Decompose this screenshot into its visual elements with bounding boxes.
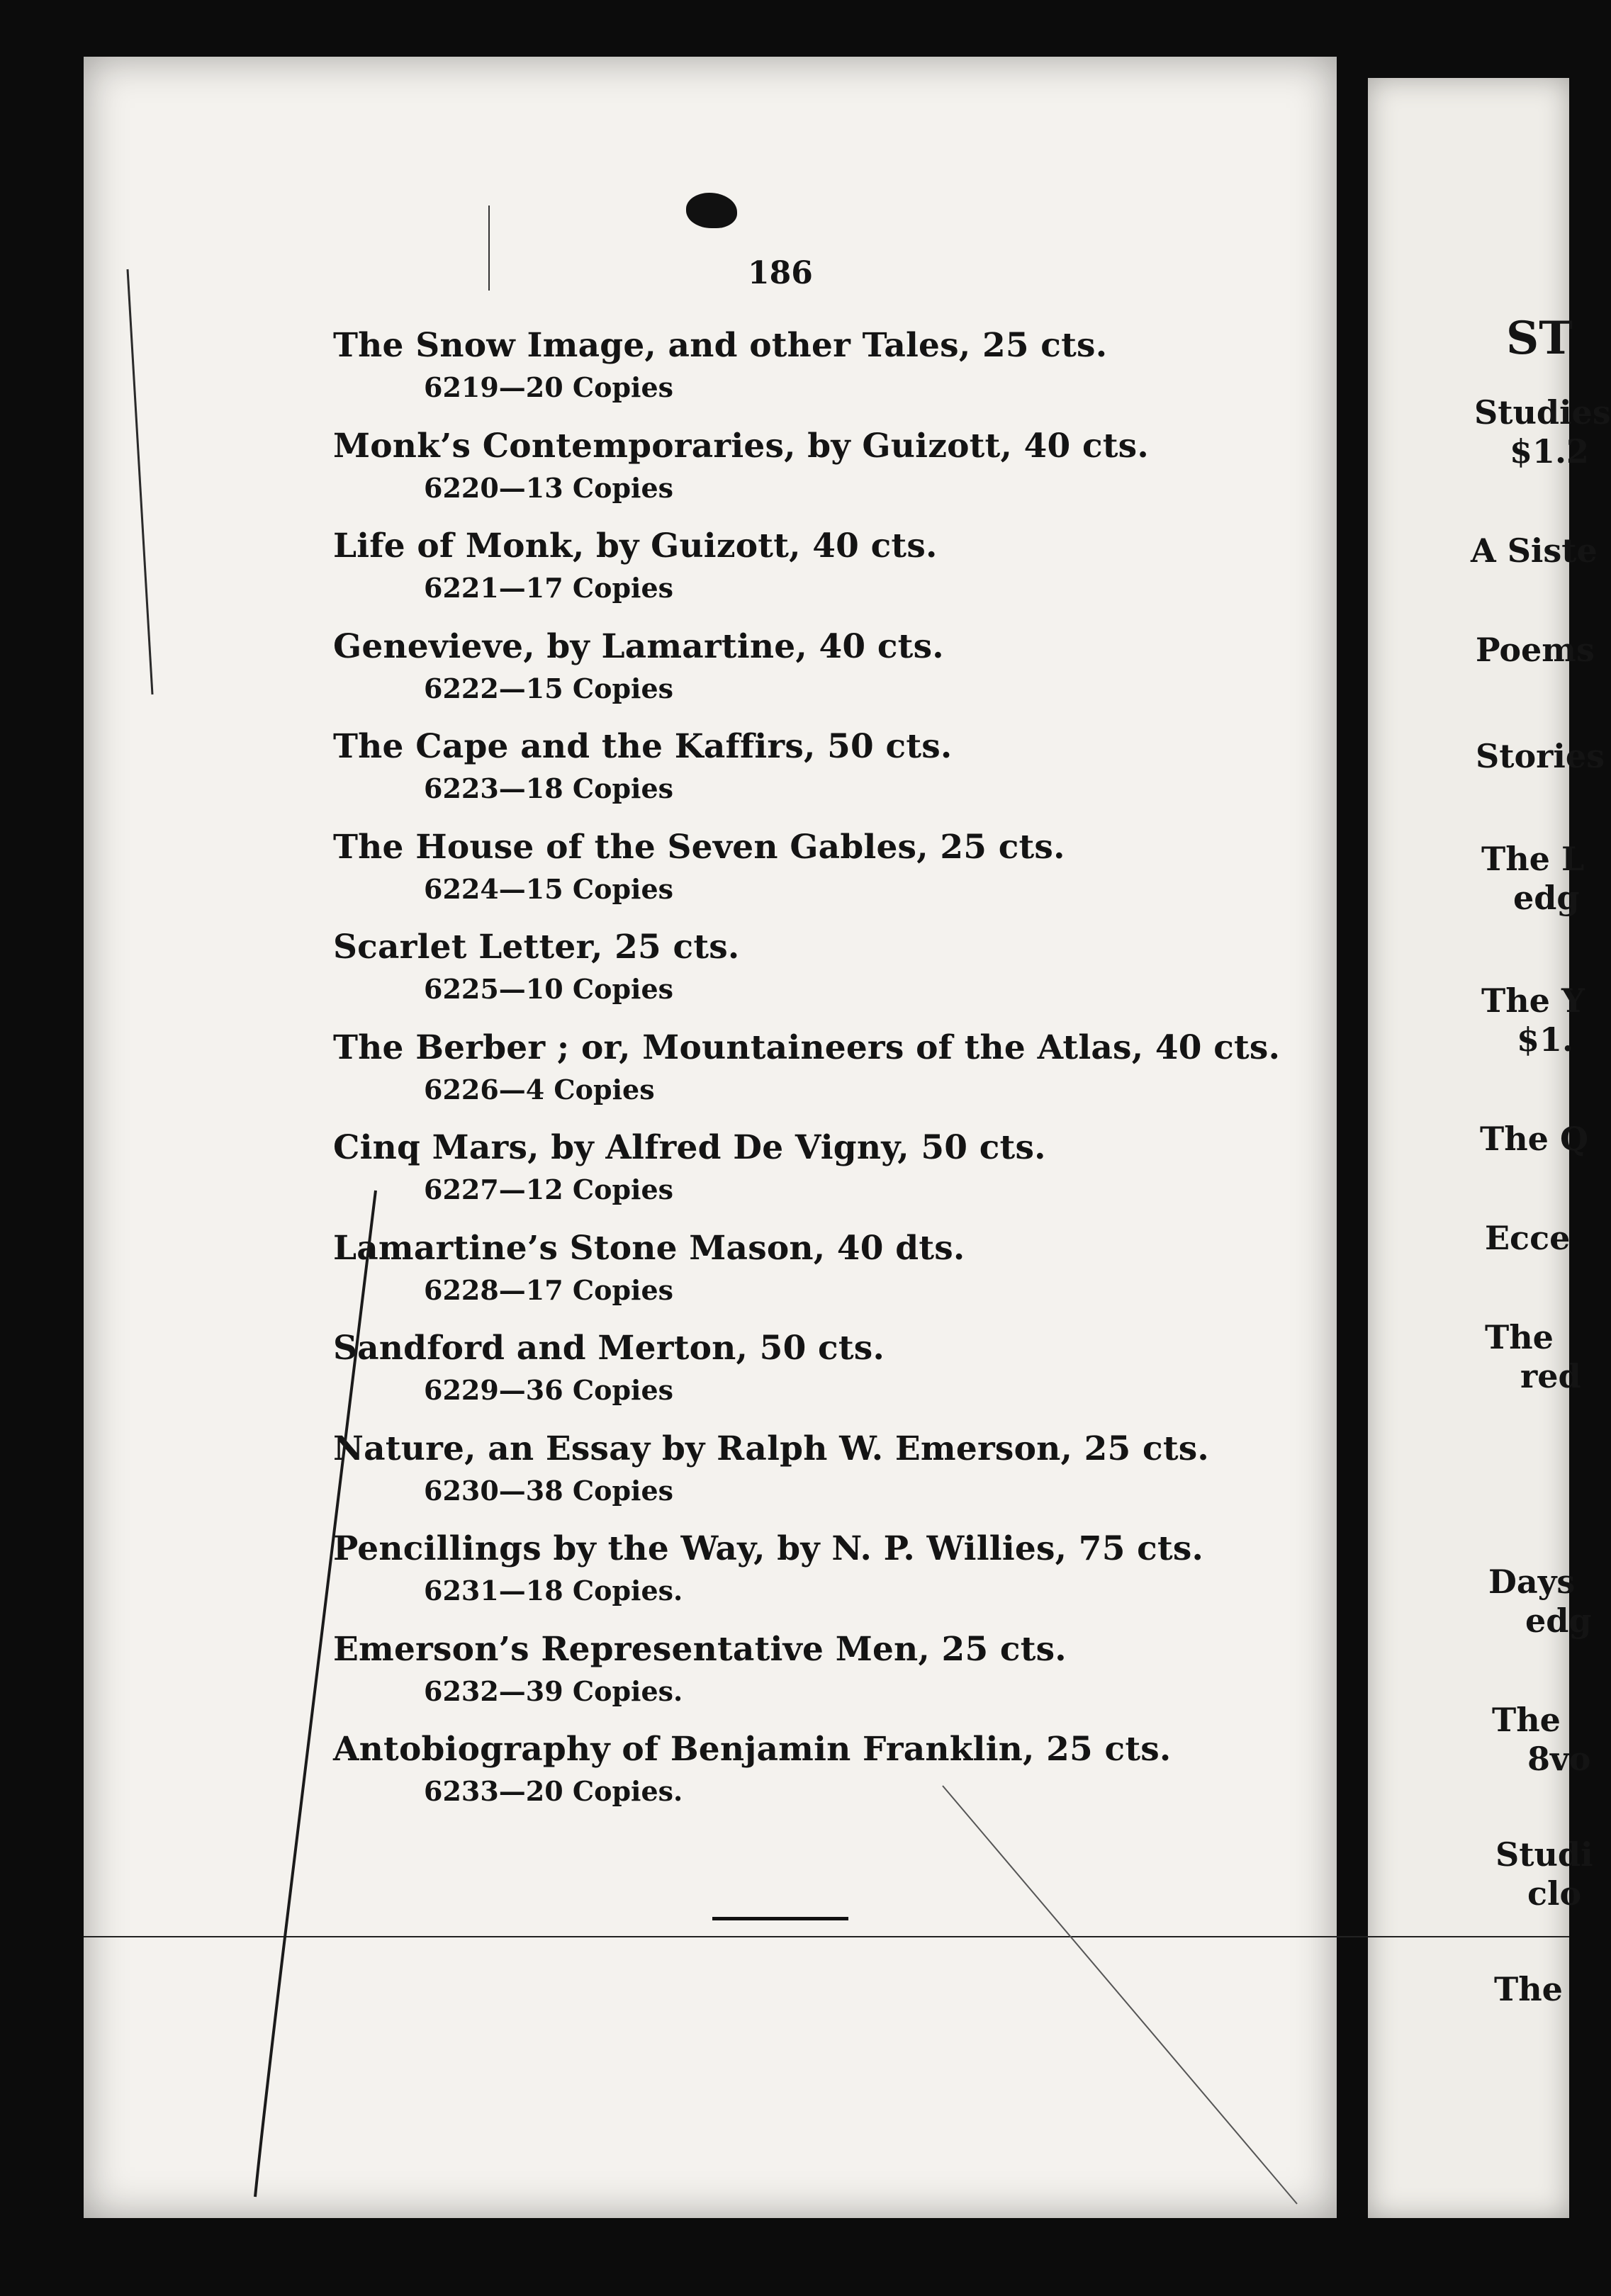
book-title: The House of the Seven Gables, 25 cts. xyxy=(333,827,1065,867)
list-item xyxy=(333,626,1254,726)
copies-count: 6224—15 Copies xyxy=(424,872,674,905)
copies-count: 6229—36 Copies xyxy=(424,1374,674,1406)
right-fragment: red xyxy=(1520,1357,1581,1395)
right-fragment: edg xyxy=(1525,1602,1592,1640)
list-item xyxy=(333,826,1254,927)
list-item xyxy=(333,1327,1254,1428)
right-fragment: Ecce xyxy=(1485,1219,1571,1257)
copies-count: 6228—17 Copies xyxy=(424,1273,674,1306)
copies-count: 6226—4 Copies xyxy=(424,1073,655,1105)
list-item xyxy=(333,1127,1254,1227)
list-item xyxy=(333,1027,1281,1127)
book-title: Nature, an Essay by Ralph W. Emerson, 25 cts. xyxy=(333,1429,1209,1468)
list-item xyxy=(333,726,1254,826)
book-title: Lamartine’s Stone Mason, 40 dts. xyxy=(333,1228,965,1268)
list-item xyxy=(333,926,1254,1027)
copies-count: 6231—18 Copies. xyxy=(424,1575,683,1606)
list-item xyxy=(333,1428,1254,1529)
page-bottom-rule xyxy=(84,1936,1569,1937)
right-fragment: The Q xyxy=(1480,1120,1589,1158)
book-title: Pencillings by the Way, by N. P. Willies, 75 cts. xyxy=(333,1529,1204,1568)
right-fragment: Stories xyxy=(1476,737,1605,775)
list-item xyxy=(333,325,1254,425)
right-fragment: The Y xyxy=(1481,981,1585,1020)
copies-count: 6227—12 Copies xyxy=(424,1174,674,1205)
ink-blot xyxy=(686,193,737,228)
book-title: Scarlet Letter, 25 cts. xyxy=(333,928,740,967)
book-title: Emerson’s Representative Men, 25 cts. xyxy=(333,1629,1067,1669)
right-fragment: Studi xyxy=(1495,1835,1593,1874)
page-number: 186 xyxy=(748,255,813,291)
list-item xyxy=(333,1227,1254,1328)
right-fragment: A Siste xyxy=(1471,531,1598,570)
book-list xyxy=(333,325,1281,1829)
right-page-heading: ST xyxy=(1506,312,1573,365)
copies-count: 6233—20 Copies. xyxy=(424,1775,683,1807)
copies-count: 6219—20 Copies xyxy=(424,371,674,403)
book-title: Genevieve, by Lamartine, 40 cts. xyxy=(333,626,944,666)
book-title: Antobiography of Benjamin Franklin, 25 cts. xyxy=(333,1730,1172,1769)
book-title: The Berber ; or, Mountaineers of the Atlas, 40 cts. xyxy=(333,1028,1281,1067)
copies-count: 6223—18 Copies xyxy=(424,772,674,804)
right-fragment: Days xyxy=(1488,1563,1576,1601)
right-fragment: edg xyxy=(1513,879,1580,917)
book-title: Cinq Mars, by Alfred De Vigny, 50 cts. xyxy=(333,1128,1046,1167)
book-title: The Cape and the Kaffirs, 50 cts. xyxy=(333,727,953,766)
right-page-fragments xyxy=(1368,78,1611,2218)
right-fragment: The xyxy=(1492,1701,1561,1739)
copies-count: 6232—39 Copies. xyxy=(424,1675,683,1707)
right-fragment: The L xyxy=(1481,840,1585,878)
copies-count: 6220—13 Copies xyxy=(424,471,674,504)
right-fragment: The xyxy=(1494,1970,1563,2008)
book-title: The Snow Image, and other Tales, 25 cts. xyxy=(333,326,1108,365)
right-page xyxy=(1368,78,1611,2218)
list-item xyxy=(333,1528,1254,1628)
right-fragment: $1. xyxy=(1517,1020,1574,1059)
right-fragment: Poems xyxy=(1476,631,1595,669)
copies-count: 6222—15 Copies xyxy=(424,672,674,704)
list-item xyxy=(333,525,1254,626)
book-title: Monk’s Contemporaries, by Guizott, 40 cts. xyxy=(333,426,1149,466)
copies-count: 6221—17 Copies xyxy=(424,572,674,604)
book-title: Life of Monk, by Guizott, 40 cts. xyxy=(333,527,938,565)
right-fragment: The xyxy=(1485,1318,1554,1356)
book-title: Sandford and Merton, 50 cts. xyxy=(333,1329,885,1368)
list-item xyxy=(333,1728,1254,1829)
list-item xyxy=(333,1628,1254,1729)
right-fragment: clo xyxy=(1527,1874,1582,1913)
right-fragment: $1.2 xyxy=(1510,432,1590,471)
end-rule xyxy=(712,1917,848,1920)
list-item xyxy=(333,425,1254,526)
copies-count: 6225—10 Copies xyxy=(424,973,674,1005)
right-fragment: 8vo xyxy=(1527,1740,1591,1778)
copies-count: 6230—38 Copies xyxy=(424,1474,674,1507)
right-fragment: Studies xyxy=(1474,393,1611,432)
